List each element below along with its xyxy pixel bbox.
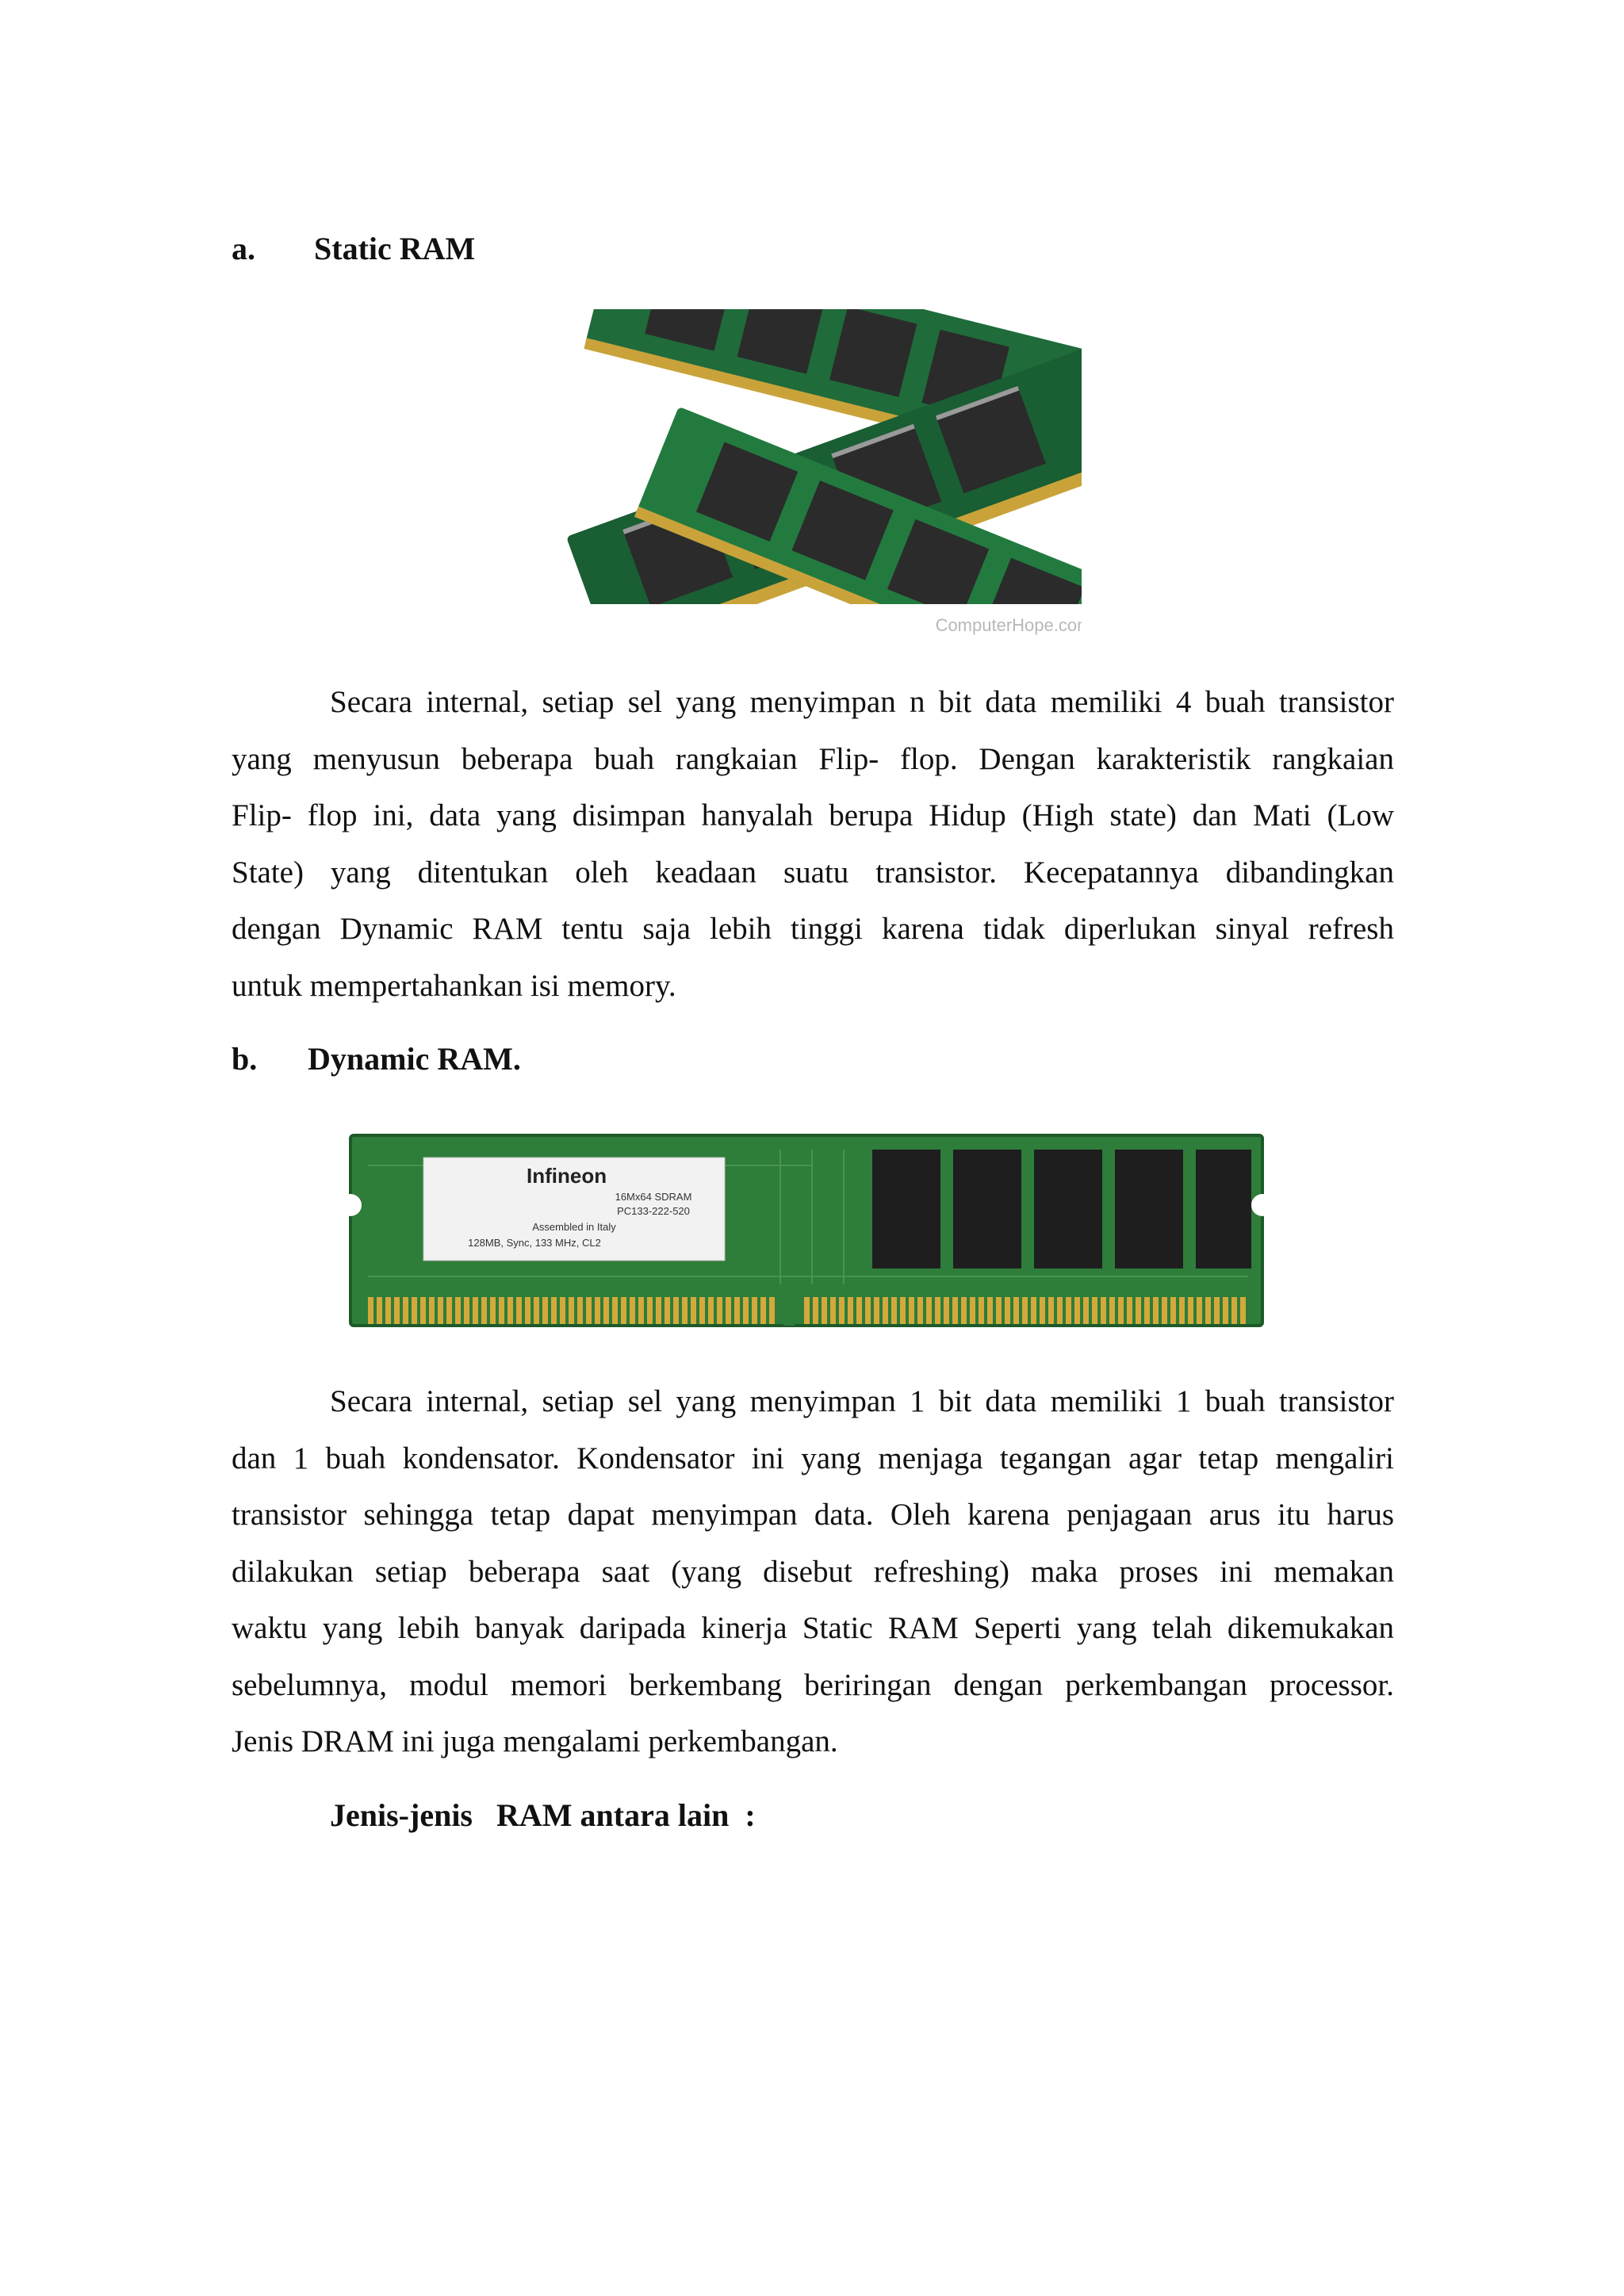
contact-pin [638, 1297, 644, 1324]
paragraph-line: Secara internal, setiap sel yang menyimpan n bit data memiliki 4 buah transistor [330, 685, 1394, 719]
image-watermark: ComputerHope.com [935, 615, 1082, 635]
contact-pin [656, 1297, 661, 1324]
contact-pin [848, 1297, 853, 1324]
contact-pin [394, 1297, 400, 1324]
contact-pin [708, 1297, 714, 1324]
label-line: PC133-222-520 [617, 1205, 690, 1217]
contact-pin [874, 1297, 879, 1324]
contact-pin [1083, 1297, 1089, 1324]
contact-pin [1005, 1297, 1010, 1324]
paragraph-line: Secara internal, setiap sel yang menyimpan 1 bit data memiliki 1 buah transistor [330, 1384, 1394, 1418]
paragraph-line: Flip- flop ini, data yang disimpan hanyalah berupa Hidup (High state) dan Mati (Low [232, 798, 1394, 832]
contact-pin [673, 1297, 679, 1324]
contact-pin [865, 1297, 871, 1324]
contact-pin [699, 1297, 705, 1324]
contact-pin [473, 1297, 478, 1324]
contact-pin [665, 1297, 670, 1324]
contact-pin [1205, 1297, 1211, 1324]
contact-pin [542, 1297, 548, 1324]
contact-pin [1022, 1297, 1028, 1324]
heading-dynamic-ram [232, 1040, 521, 1078]
contact-pin [1074, 1297, 1080, 1324]
contact-pin [630, 1297, 635, 1324]
dynamic-ram-image [336, 1118, 1281, 1348]
heading-title: Static RAM [314, 231, 476, 266]
contact-pin [1240, 1297, 1246, 1324]
contact-pin [769, 1297, 775, 1324]
heading-title: Dynamic RAM. [308, 1041, 521, 1077]
contact-pin [403, 1297, 408, 1324]
contact-pin [1031, 1297, 1036, 1324]
static-ram-illustration [546, 309, 1082, 642]
contact-pin [717, 1297, 722, 1324]
contact-pin [935, 1297, 940, 1324]
label-line: 128MB, Sync, 133 MHz, CL2 [468, 1237, 601, 1249]
contact-pin [734, 1297, 740, 1324]
static-ram-paragraph [232, 674, 1394, 1014]
heading-marker: a. [232, 231, 255, 266]
contact-pin [926, 1297, 932, 1324]
label-line: 16Mx64 SDRAM [615, 1191, 692, 1203]
contact-pin [822, 1297, 827, 1324]
contact-pin [726, 1297, 731, 1324]
contact-pin [464, 1297, 469, 1324]
contact-pin [377, 1297, 382, 1324]
contact-pin [1188, 1297, 1193, 1324]
contact-pin [987, 1297, 993, 1324]
contact-pin [612, 1297, 618, 1324]
paragraph-line: dengan Dynamic RAM tentu saja lebih tinggi karena tidak diperlukan sinyal refresh [232, 912, 1394, 946]
contact-pin [961, 1297, 967, 1324]
contact-pin [1197, 1297, 1202, 1324]
contact-pin [560, 1297, 565, 1324]
contact-pin [516, 1297, 522, 1324]
contact-pin [970, 1297, 975, 1324]
heading-static-ram [232, 230, 475, 268]
contact-pin [603, 1297, 609, 1324]
contact-pin [760, 1297, 766, 1324]
contact-pin [429, 1297, 435, 1324]
contact-pin [743, 1297, 749, 1324]
contact-pin [804, 1297, 810, 1324]
label-brand: Infineon [527, 1164, 607, 1188]
contact-pin [1040, 1297, 1045, 1324]
contact-pin [752, 1297, 757, 1324]
contact-pin [1153, 1297, 1159, 1324]
contact-pin [1136, 1297, 1141, 1324]
contact-pin [1101, 1297, 1106, 1324]
contact-pin [446, 1297, 452, 1324]
paragraph-line: waktu yang lebih banyak daripada kinerja Static RAM Seperti yang telah dikemukakan [232, 1611, 1394, 1645]
contact-pin [551, 1297, 557, 1324]
contact-pin [1179, 1297, 1185, 1324]
subheading-ram-types: Jenis-jenis RAM antara lain : [330, 1797, 756, 1833]
contact-pin [1231, 1297, 1237, 1324]
paragraph-line: yang menyusun beberapa buah rangkaian Flip- flop. Dengan karakteristik rangkaian [232, 741, 1394, 776]
contact-pin [412, 1297, 417, 1324]
paragraph-line: untuk mempertahankan isi memory. [232, 968, 676, 1003]
contact-pin [830, 1297, 836, 1324]
contact-pin [534, 1297, 539, 1324]
contact-pin [944, 1297, 949, 1324]
contact-pin [813, 1297, 818, 1324]
contact-pin [490, 1297, 496, 1324]
contact-pin [1162, 1297, 1167, 1324]
contact-pin [1118, 1297, 1124, 1324]
contact-pin [1109, 1297, 1115, 1324]
contact-pin [569, 1297, 574, 1324]
heading-marker: b. [232, 1041, 258, 1077]
contact-pin [682, 1297, 688, 1324]
contact-pin [1048, 1297, 1054, 1324]
contact-pin [420, 1297, 426, 1324]
contact-pin [917, 1297, 923, 1324]
contact-pin [508, 1297, 513, 1324]
contact-pin [455, 1297, 461, 1324]
contact-pin [1013, 1297, 1019, 1324]
paragraph-line: dan 1 buah kondensator. Kondensator ini yang menjaga tegangan agar tetap mengaliri [232, 1441, 1394, 1475]
contact-pin [996, 1297, 1002, 1324]
contact-pin [647, 1297, 653, 1324]
contact-pin [481, 1297, 487, 1324]
contact-pin [952, 1297, 958, 1324]
contact-pin [385, 1297, 391, 1324]
paragraph-line: sebelumnya, modul memori berkembang beriringan dengan perkembangan processor. [232, 1667, 1394, 1702]
paragraph-line: State) yang ditentukan oleh keadaan suatu transistor. Kecepatannya dibandingkan [232, 855, 1394, 890]
contact-pin [577, 1297, 583, 1324]
contact-pin [979, 1297, 984, 1324]
contact-pin [1223, 1297, 1228, 1324]
contact-pin [1092, 1297, 1097, 1324]
paragraph-line: dilakukan setiap beberapa saat (yang disebut refreshing) maka proses ini memakan [232, 1554, 1394, 1589]
contact-pin [586, 1297, 592, 1324]
contact-pin [525, 1297, 530, 1324]
contact-pin [909, 1297, 914, 1324]
contact-pin [856, 1297, 862, 1324]
contact-pin [595, 1297, 600, 1324]
contact-pin [621, 1297, 626, 1324]
contact-pin [891, 1297, 897, 1324]
contact-pin [883, 1297, 888, 1324]
contact-pin [691, 1297, 696, 1324]
contact-pin [1127, 1297, 1132, 1324]
contact-pin [438, 1297, 443, 1324]
dynamic-ram-illustration [336, 1118, 1281, 1348]
contact-pin [1144, 1297, 1150, 1324]
dynamic-ram-paragraph [232, 1373, 1394, 1770]
contact-pin [900, 1297, 906, 1324]
contact-pin [1057, 1297, 1063, 1324]
static-ram-image [546, 309, 1082, 642]
paragraph-line: Jenis DRAM ini juga mengalami perkembangan. [232, 1724, 838, 1758]
contact-pin [1214, 1297, 1220, 1324]
contact-pin [1170, 1297, 1176, 1324]
contact-pin [368, 1297, 373, 1324]
contact-pin [499, 1297, 504, 1324]
label-line: Assembled in Italy [532, 1221, 616, 1233]
paragraph-line: transistor sehingga tetap dapat menyimpan data. Oleh karena penjagaan arus itu harus [232, 1498, 1394, 1532]
contact-pin [839, 1297, 845, 1324]
contact-pin [1066, 1297, 1071, 1324]
